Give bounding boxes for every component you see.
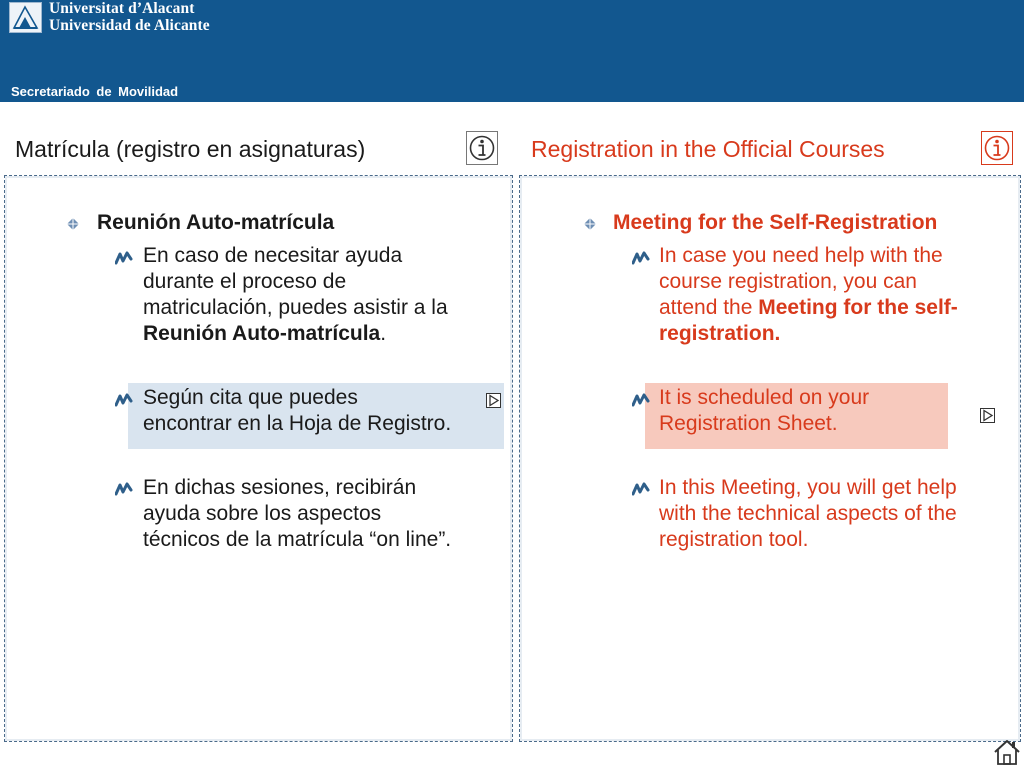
spanish-bullet-2-line-1: Según cita que puedes bbox=[143, 386, 358, 409]
spanish-bullet-1 bbox=[143, 243, 448, 347]
spanish-bullet-2-line-2: encontrar en la Hoja de Registro. bbox=[143, 412, 452, 435]
spanish-bullet-1-line-1: En caso de necesitar ayuda bbox=[143, 244, 403, 267]
spanish-section-heading: Reunión Auto-matrícula bbox=[97, 211, 335, 234]
info-icon bbox=[995, 140, 999, 144]
squiggle-bullet-icon bbox=[632, 482, 650, 496]
info-icon bbox=[480, 140, 484, 144]
university-name-spanish: Universidad de Alicante bbox=[49, 17, 210, 34]
english-bullet-1-line-2: course registration, you can bbox=[659, 270, 917, 293]
play-button-english[interactable] bbox=[980, 408, 995, 423]
english-bullet-1-line-3 bbox=[659, 295, 958, 321]
department-name: Secretariado de Movilidad bbox=[11, 84, 179, 99]
spanish-bullet-3 bbox=[143, 475, 451, 553]
spanish-bullet-3-line-1: En dichas sesiones, recibirán bbox=[143, 476, 417, 499]
squiggle-bullet-icon bbox=[115, 251, 133, 265]
squiggle-bullet-icon bbox=[632, 393, 650, 407]
spanish-bullet-3-line-3: técnicos de la matrícula “on line”. bbox=[143, 528, 452, 551]
english-section-heading: Meeting for the Self-Registration bbox=[613, 211, 938, 234]
spanish-bullet-3-line-2: ayuda sobre los aspectos bbox=[143, 502, 382, 525]
spanish-column-title: Matrícula (registro en asignaturas) bbox=[15, 136, 366, 162]
english-bullet-3 bbox=[659, 475, 957, 553]
diamond-bullet-icon bbox=[67, 218, 79, 230]
english-bullet-1-line-1: In case you need help with the bbox=[659, 244, 943, 267]
english-bullet-3-line-3: registration tool. bbox=[659, 528, 809, 551]
spanish-bullet-2 bbox=[143, 385, 451, 437]
spanish-bullet-1-strong: Reunión Auto-matrícula bbox=[143, 322, 381, 345]
english-bullet-3-line-1: In this Meeting, you will get help bbox=[659, 476, 957, 499]
home-button[interactable] bbox=[993, 739, 1021, 766]
english-bullet-1 bbox=[659, 243, 958, 347]
university-name-valencian: Universitat d’Alacant bbox=[49, 0, 195, 17]
spanish-bullet-1-line-3: matriculación, puedes asistir a la bbox=[143, 296, 448, 319]
play-button-spanish[interactable] bbox=[486, 393, 501, 408]
diamond-bullet-icon bbox=[584, 218, 596, 230]
squiggle-bullet-icon bbox=[115, 393, 133, 407]
spanish-bullet-1-tail: . bbox=[380, 322, 387, 345]
home-icon bbox=[993, 739, 1021, 766]
spanish-bullet-1-line-4 bbox=[143, 321, 448, 347]
squiggle-bullet-icon bbox=[115, 482, 133, 496]
header-banner bbox=[0, 0, 1024, 102]
info-button-spanish[interactable] bbox=[466, 131, 498, 165]
spanish-bullet-1-line-2: durante el proceso de bbox=[143, 270, 347, 293]
university-logo-icon bbox=[9, 2, 42, 33]
info-button-english[interactable] bbox=[981, 131, 1013, 165]
english-bullet-1-strong-2: registration. bbox=[659, 322, 781, 345]
english-column-title: Registration in the Official Courses bbox=[531, 136, 885, 162]
squiggle-bullet-icon bbox=[632, 251, 650, 265]
english-bullet-3-line-2: with the technical aspects of the bbox=[659, 502, 957, 525]
english-bullet-1-text-end: attend the bbox=[659, 296, 759, 319]
english-bullet-1-line-4 bbox=[659, 321, 958, 347]
english-bullet-2-line-2: Registration Sheet. bbox=[659, 412, 838, 435]
english-bullet-2 bbox=[659, 385, 869, 437]
english-bullet-2-line-1: It is scheduled on your bbox=[659, 386, 870, 409]
english-bullet-1-strong-1: Meeting for the self- bbox=[758, 296, 958, 319]
